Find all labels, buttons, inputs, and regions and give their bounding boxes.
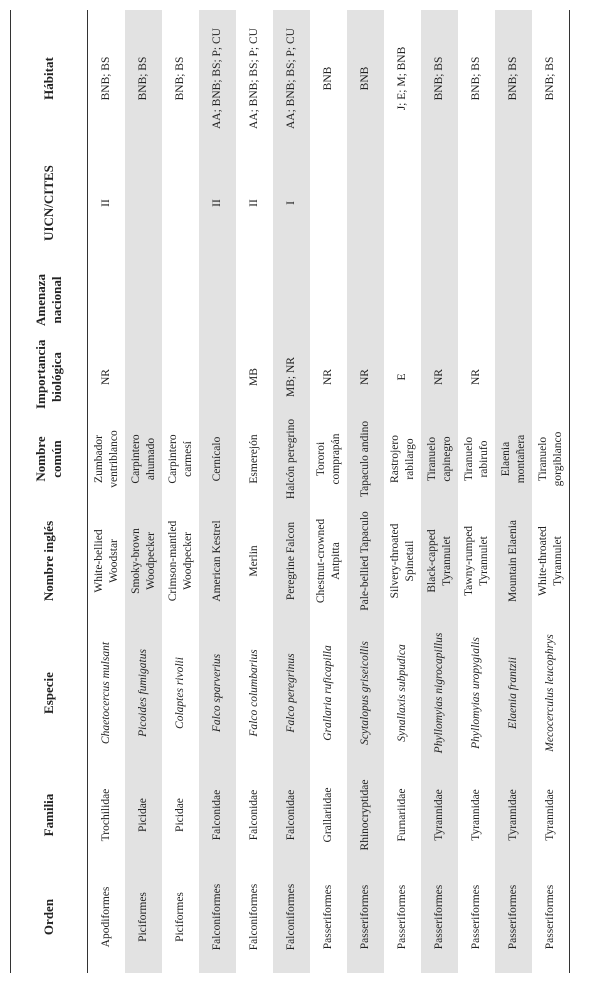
col-nombre-comun-cell: Tiranuelo rabirufo: [463, 436, 490, 482]
col-habitat-cell: AA; BNB; BS; P; CU: [199, 10, 236, 147]
col-habitat-cell: BNB; BS: [470, 56, 483, 101]
col-nombre-ingles-cell: White-throated Tyrannulet: [532, 505, 570, 617]
table-row: [236, 10, 273, 973]
col-especie-cell: Chaetocercus mulsant: [100, 641, 113, 745]
col-nombre-ingles-cell: Black-capped Tyrannulet: [421, 505, 458, 617]
col-habitat-cell: BNB; BS: [421, 10, 458, 147]
col-nombre-comun-cell: Carpintero carmesí: [167, 434, 194, 484]
col-especie-cell: Colaptes rivolii: [174, 657, 187, 729]
col-importancia-biologica-cell: E: [396, 373, 409, 381]
col-nombre-comun-cell: Elaenia montañera: [495, 413, 532, 505]
col-habitat-header: Hábitat: [11, 10, 88, 147]
col-familia-header: Familia: [11, 769, 88, 861]
col-uicn-cites-header: UICN/CITES: [11, 147, 88, 259]
col-familia-cell: Tyrannidae: [470, 789, 483, 841]
header-row: [11, 10, 88, 973]
col-especie-cell: Falco columbarius: [248, 649, 261, 737]
col-habitat-cell: BNB; BS: [100, 56, 113, 101]
col-importancia-biologica-cell: [125, 341, 162, 413]
col-habitat-cell: AA; BNB; BS; P; CU: [273, 10, 310, 147]
col-familia-cell: Falconidae: [199, 769, 236, 861]
col-habitat-cell: BNB; BS: [532, 10, 570, 147]
table-row: [125, 10, 162, 973]
col-uicn-cites-cell: [532, 147, 570, 259]
col-uicn-cites-cell: II: [199, 147, 236, 259]
table-row: [458, 10, 495, 973]
col-nombre-ingles-cell: Crimson-mantled Woodpecker: [167, 520, 194, 602]
col-familia-cell: Picidae: [125, 769, 162, 861]
col-familia-cell: Falconidae: [273, 769, 310, 861]
col-familia-cell: Grallariidae: [322, 787, 335, 843]
col-amenaza-nacional-cell: [162, 259, 199, 341]
col-orden-cell: Piciformes: [174, 892, 187, 942]
col-importancia-biologica-cell: NR: [421, 341, 458, 413]
col-uicn-cites-cell: II: [248, 199, 261, 207]
col-nombre-ingles-cell: White-bellied Woodstar: [93, 529, 120, 593]
col-nombre-comun-cell: Rastrojero rabilargo: [389, 435, 416, 483]
col-nombre-ingles-cell: Silvery-throated Spinetail: [389, 523, 416, 599]
col-habitat-cell: J; E; M; BNB: [396, 46, 409, 111]
col-amenaza-nacional-cell: [88, 259, 126, 341]
col-especie-cell: Elaenia frantzii: [495, 617, 532, 769]
col-habitat-cell: BNB: [347, 10, 384, 147]
col-especie-cell: Picoides fumigatus: [125, 617, 162, 769]
col-habitat-cell: BNB; BS: [125, 10, 162, 147]
col-nombre-ingles-cell: Tawny-rumped Tyrannulet: [463, 525, 490, 597]
col-amenaza-nacional-cell: [236, 259, 273, 341]
col-especie-cell: Synallaxis subpudica: [396, 644, 409, 742]
col-especie-cell: Phyllomyias nigrocapillus: [421, 617, 458, 769]
col-orden-cell: Passeriformes: [495, 861, 532, 973]
col-uicn-cites-cell: II: [100, 199, 113, 207]
col-orden-cell: Passeriformes: [470, 884, 483, 950]
table-row: [495, 10, 532, 973]
col-nombre-comun-cell: Tororoi comprapán: [315, 433, 342, 485]
col-especie-cell: Phyllomyias uropygialis: [470, 637, 483, 749]
col-amenaza-nacional-cell: [125, 259, 162, 341]
col-orden-cell: Piciformes: [125, 861, 162, 973]
col-importancia-biologica-cell: NR: [100, 369, 113, 385]
col-uicn-cites-cell: [310, 147, 347, 259]
col-amenaza-nacional-cell: [495, 259, 532, 341]
table-row: [347, 10, 384, 973]
col-orden-header: Orden: [11, 861, 88, 973]
col-nombre-comun-cell: Tiranuelo gorgiblanco: [532, 413, 570, 505]
col-familia-cell: Tyrannidae: [532, 769, 570, 861]
col-orden-cell: Falconiformes: [199, 861, 236, 973]
col-importancia-biologica-cell: NR: [322, 369, 335, 385]
col-orden-cell: Falconiformes: [273, 861, 310, 973]
col-uicn-cites-cell: [384, 147, 421, 259]
col-nombre-comun-cell: Zumbador ventriblanco: [93, 430, 120, 488]
col-amenaza-nacional-cell: [421, 259, 458, 341]
col-amenaza-nacional-cell: [532, 259, 570, 341]
col-nombre-comun-cell: Halcón peregrino: [273, 413, 310, 505]
col-amenaza-nacional-header: Amenaza nacional: [11, 259, 88, 341]
col-familia-cell: Trochilidae: [100, 788, 113, 842]
col-amenaza-nacional-cell: [458, 259, 495, 341]
col-uicn-cites-cell: [162, 147, 199, 259]
table-row: [273, 10, 310, 973]
col-nombre-comun-cell: Tapaculo andino: [347, 413, 384, 505]
col-amenaza-nacional-cell: [384, 259, 421, 341]
col-nombre-comun-header: Nombre común: [11, 413, 88, 505]
col-nombre-ingles-cell: Smoky-brown Woodpecker: [125, 505, 162, 617]
col-amenaza-nacional-cell: [199, 259, 236, 341]
col-uicn-cites-cell: [347, 147, 384, 259]
col-especie-header: Especie: [11, 617, 88, 769]
col-orden-cell: Apodiformes: [100, 886, 113, 948]
col-orden-cell: Passeriformes: [532, 861, 570, 973]
col-importancia-biologica-cell: [532, 341, 570, 413]
col-importancia-biologica-cell: [162, 341, 199, 413]
col-amenaza-nacional-cell: [273, 259, 310, 341]
col-importancia-biologica-cell: [495, 341, 532, 413]
col-especie-cell: Scytalopus griseicollis: [347, 617, 384, 769]
col-importancia-biologica-cell: MB: [248, 368, 261, 386]
species-table: [10, 10, 570, 973]
col-nombre-comun-cell: Tiranuelo capinegro: [421, 413, 458, 505]
table-row: [532, 10, 570, 973]
table-body: [88, 10, 570, 973]
col-nombre-ingles-cell: Mountain Elaenia: [495, 505, 532, 617]
col-habitat-cell: AA; BNB; BS; P; CU: [248, 28, 261, 129]
col-amenaza-nacional-cell: [347, 259, 384, 341]
col-familia-cell: Furnariidae: [396, 788, 409, 842]
col-importancia-biologica-cell: MB; NR: [273, 341, 310, 413]
col-familia-cell: Tyrannidae: [495, 769, 532, 861]
table-row: [199, 10, 236, 973]
col-habitat-cell: BNB; BS: [174, 56, 187, 101]
col-uicn-cites-cell: [495, 147, 532, 259]
col-familia-cell: Tyrannidae: [421, 769, 458, 861]
col-familia-cell: Picidae: [174, 798, 187, 832]
col-orden-cell: Passeriformes: [347, 861, 384, 973]
col-amenaza-nacional-cell: [310, 259, 347, 341]
table-row: [88, 10, 126, 973]
col-nombre-comun-cell: Carpintero ahumado: [125, 413, 162, 505]
col-uicn-cites-cell: I: [273, 147, 310, 259]
col-familia-cell: Rhinocryptidae: [347, 769, 384, 861]
col-importancia-biologica-cell: NR: [347, 341, 384, 413]
col-habitat-cell: BNB; BS: [495, 10, 532, 147]
col-nombre-comun-cell: Cernícalo: [199, 413, 236, 505]
col-nombre-ingles-cell: Peregrine Falcon: [273, 505, 310, 617]
col-nombre-ingles-cell: Pale-bellied Tapaculo: [347, 505, 384, 617]
col-importancia-biologica-header: Importancia biológica: [11, 341, 88, 413]
table-row: [421, 10, 458, 973]
col-orden-cell: Falconiformes: [248, 883, 261, 951]
col-uicn-cites-cell: [458, 147, 495, 259]
col-uicn-cites-cell: [125, 147, 162, 259]
col-orden-cell: Passeriformes: [421, 861, 458, 973]
col-habitat-cell: BNB: [322, 66, 335, 91]
col-familia-cell: Falconidae: [248, 789, 261, 841]
col-importancia-biologica-cell: NR: [470, 369, 483, 385]
col-especie-cell: Falco peregrinus: [273, 617, 310, 769]
table-row: [310, 10, 347, 973]
table-row: [162, 10, 199, 973]
col-nombre-ingles-header: Nombre inglés: [11, 505, 88, 617]
col-especie-cell: Mecocerculus leucophrys: [532, 617, 570, 769]
col-especie-cell: Grallaria ruficapilla: [322, 645, 335, 741]
col-nombre-ingles-cell: Merlin: [248, 545, 261, 577]
col-orden-cell: Passeriformes: [322, 884, 335, 950]
col-especie-cell: Falco sparverius: [199, 617, 236, 769]
col-importancia-biologica-cell: [199, 341, 236, 413]
col-orden-cell: Passeriformes: [396, 884, 409, 950]
col-uicn-cites-cell: [421, 147, 458, 259]
col-nombre-ingles-cell: Chestnut-crowned Antpitta: [315, 518, 342, 604]
col-nombre-ingles-cell: American Kestrel: [199, 505, 236, 617]
table-row: [384, 10, 421, 973]
col-nombre-comun-cell: Esmerejón: [248, 434, 261, 484]
